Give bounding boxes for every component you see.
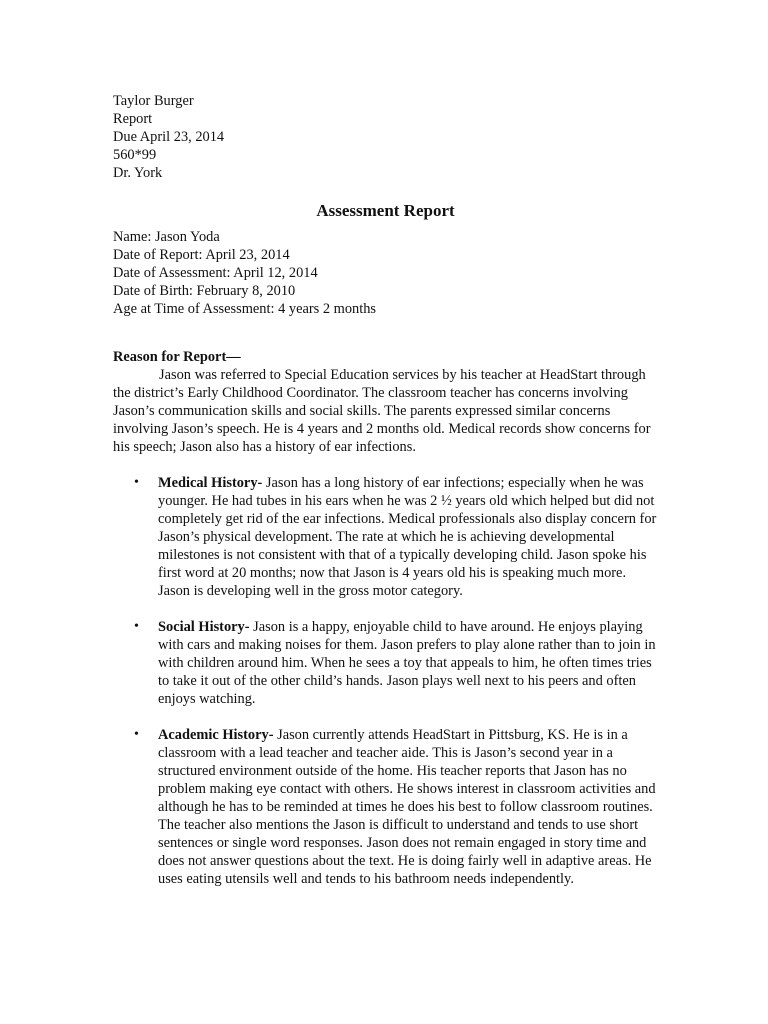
medical-history-label: Medical History- (158, 475, 263, 491)
header-block (113, 92, 658, 182)
info-block (113, 228, 658, 318)
reason-paragraph: Jason was referred to Special Education services by his teacher at HeadStart through the district’s Early Childhood Coordinator. The classroom teacher has concerns involving Jason’s communication skills and social skills. The parents expressed similar concerns involving Jason’s speech. He is 4 years and 2 months old. Medical records show concerns for his speech; Jason also has a history of ear infections. (113, 367, 651, 455)
academic-history-label: Academic History- (158, 727, 274, 743)
social-history-text: Jason is a happy, enjoyable child to have around. He enjoys playing with cars and making noises for them. Jason prefers to play alone rather than to join in with children around him. When he sees a toy that appeals to him, he often times tries to take it out of the other child’s hands. Jason plays well next to his peers and often enjoys watching. (158, 619, 656, 707)
document-type: Report (113, 111, 153, 127)
list-item-social-history (113, 618, 658, 708)
bullet-icon: • (134, 727, 139, 742)
list-item-medical-history (113, 474, 658, 600)
instructor-name: Dr. York (113, 165, 163, 181)
document-page (113, 92, 658, 906)
course-number: 560*99 (113, 147, 157, 163)
student-name-field: Name: Jason Yoda (113, 229, 220, 245)
page-title: Assessment Report (316, 201, 455, 220)
date-of-report-field: Date of Report: April 23, 2014 (113, 247, 290, 263)
medical-history-text: Jason has a long history of ear infections; especially when he was younger. He had tubes in his ears when he was 2 ½ years old which helped but did not completely get rid of the ear infections. Medical professionals also display concern for Jason’s physical development. The rate at which he is achieving developmental milestones is not consistent with that of a typically developing child. Jason spoke his first word at 20 months; now that Jason is 4 years old his is speaking much more. Jason is developing well in the gross motor category. (158, 475, 657, 599)
social-history-label: Social History- (158, 619, 250, 635)
academic-history-text: Jason currently attends HeadStart in Pittsburg, KS. He is in a classroom with a lead teacher and teacher aide. This is Jason’s second year in a structured environment outside of the home. His teacher reports that Jason has no problem making eye contact with others. He shows interest in classroom activities and although he has to be reminded at times he does his best to follow classroom routines. The teacher also mentions the Jason is difficult to understand and tends to use short sentences or single word responses. Jason does not remain engaged in story time and does not answer questions about the text. He is doing fairly well in adaptive areas. He uses eating utensils well and tends to his bathroom needs independently. (158, 727, 656, 887)
due-date: Due April 23, 2014 (113, 129, 225, 145)
bullet-icon: • (134, 619, 139, 634)
age-at-assessment-field: Age at Time of Assessment: 4 years 2 months (113, 301, 377, 317)
reason-heading: Reason for Report— (113, 349, 241, 365)
list-item-academic-history (113, 726, 658, 888)
bullet-icon: • (134, 475, 139, 490)
date-of-birth-field: Date of Birth: February 8, 2010 (113, 283, 296, 299)
history-list (113, 474, 658, 888)
date-of-assessment-field: Date of Assessment: April 12, 2014 (113, 265, 318, 281)
author-name: Taylor Burger (113, 93, 194, 109)
